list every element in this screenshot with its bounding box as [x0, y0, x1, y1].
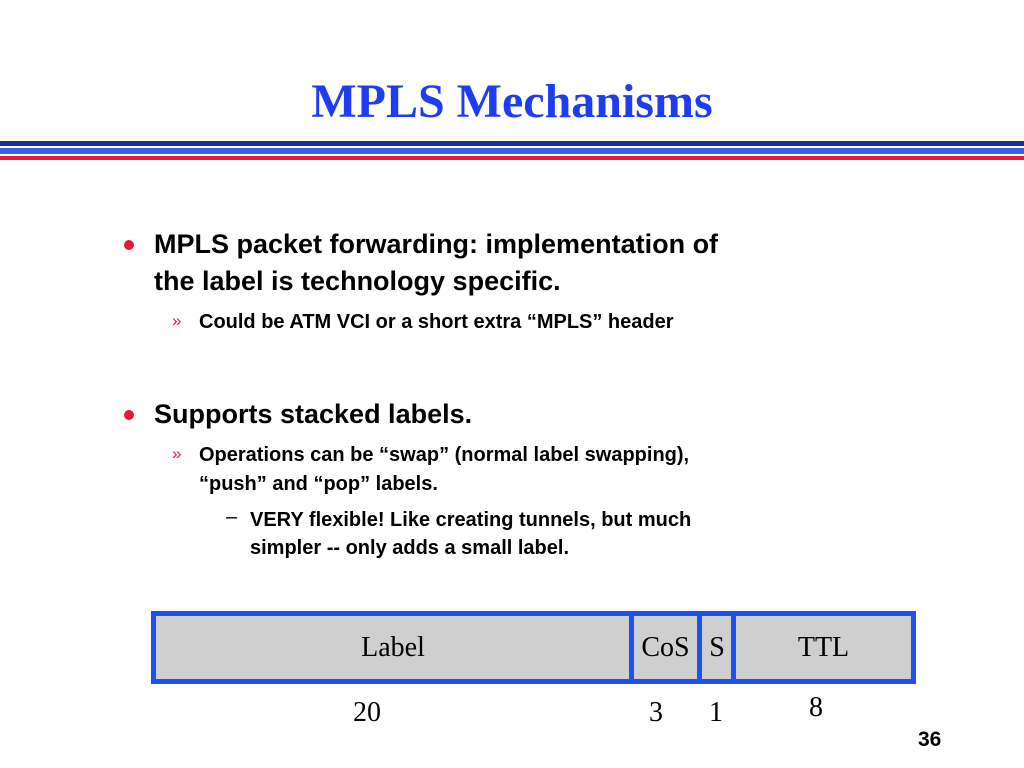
bullet-dot-icon	[124, 240, 134, 250]
sub-bullet-marker: »	[172, 311, 182, 330]
bullet-1-line-1: MPLS packet forwarding: implementation of	[154, 229, 719, 259]
sub-bullet-2-1-line-2: “push” and “pop” labels.	[199, 473, 438, 495]
field-cos	[629, 611, 702, 684]
bullet-dot-icon	[124, 410, 134, 420]
page-number: 36	[918, 728, 942, 751]
field-s-bits: 1	[709, 697, 723, 728]
field-label-bits: 20	[353, 697, 381, 728]
sub-sub-bullet-marker: –	[226, 506, 238, 528]
title-rule-dark-blue	[0, 141, 1024, 146]
sub-bullet-2-2-line-2: simpler -- only adds a small label.	[250, 537, 569, 559]
field-cos-bits: 3	[649, 697, 663, 728]
field-s-name: S	[709, 631, 725, 663]
field-label-name: Label	[361, 631, 425, 663]
field-ttl	[731, 611, 916, 684]
slide-title: MPLS Mechanisms	[311, 75, 713, 128]
sub-bullet-1-1-line-1: Could be ATM VCI or a short extra “MPLS” header	[199, 311, 674, 333]
field-ttl-bits: 8	[809, 692, 823, 723]
bullet-2-line-1: Supports stacked labels.	[154, 399, 473, 429]
field-label	[151, 611, 635, 684]
sub-bullet-2-2-line-1: VERY flexible! Like creating tunnels, but much	[250, 509, 692, 531]
field-ttl-name: TTL	[797, 631, 850, 663]
sub-bullet-2-1-line-1: Operations can be “swap” (normal label swapping),	[199, 444, 690, 466]
title-rule-red	[0, 156, 1024, 160]
title-rule-blue	[0, 148, 1024, 154]
bullet-1-line-2: the label is technology specific.	[154, 266, 561, 296]
sub-bullet-marker: »	[172, 444, 182, 463]
field-cos-name: CoS	[641, 631, 690, 663]
